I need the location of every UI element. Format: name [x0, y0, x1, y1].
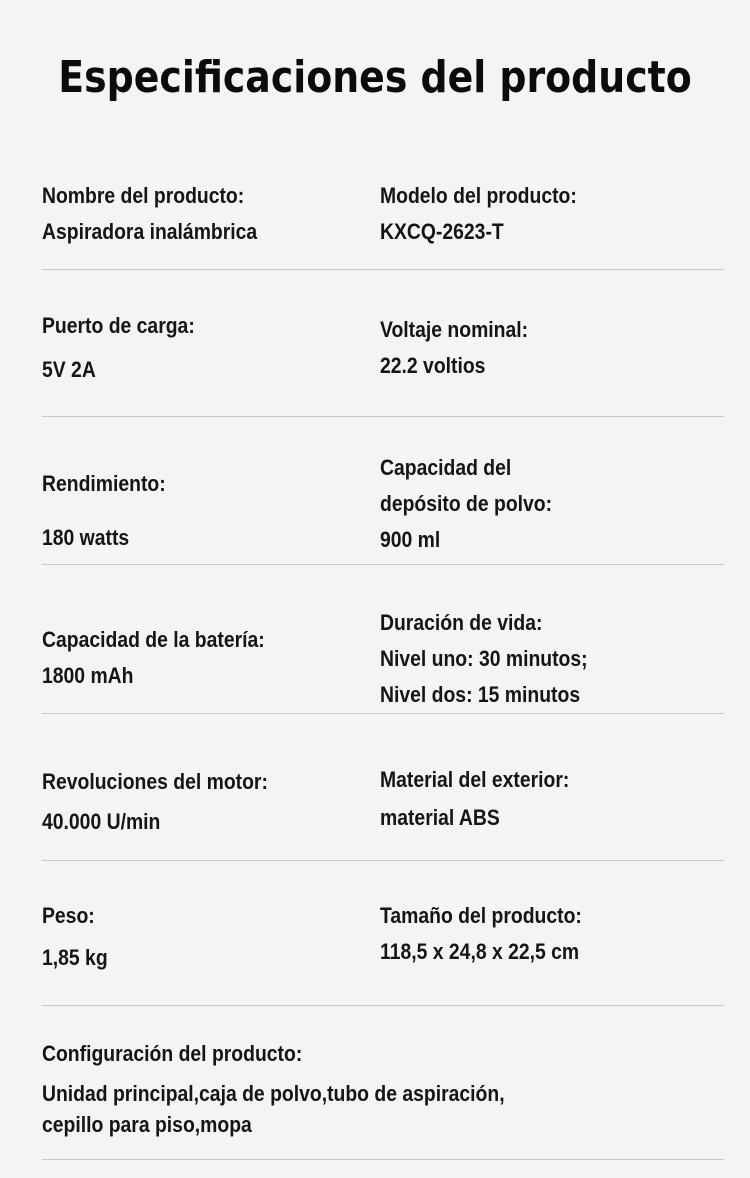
- spec-label: Peso:: [42, 903, 95, 928]
- spec-weight: [42, 898, 108, 976]
- spec-value: 180 watts: [42, 525, 130, 550]
- divider: [42, 1159, 724, 1160]
- spec-performance: [42, 466, 166, 556]
- spec-value: 118,5 x 24,8 x 22,5 cm: [380, 939, 580, 964]
- spec-value: Nivel uno: 30 minutos;: [380, 646, 588, 671]
- spec-value: 1,85 kg: [42, 945, 108, 970]
- spec-product-model: [380, 178, 577, 250]
- spec-value: Nivel dos: 15 minutos: [380, 682, 581, 707]
- spec-product-size: [380, 898, 582, 970]
- config-label: Configuración del producto:: [42, 1041, 303, 1066]
- spec-battery-capacity: [42, 622, 265, 694]
- spec-motor-rpm: [42, 764, 268, 840]
- spec-exterior-material: [380, 762, 569, 836]
- spec-value: 1800 mAh: [42, 663, 134, 688]
- spec-label: Rendimiento:: [42, 471, 166, 496]
- spec-label: Duración de vida:: [380, 610, 543, 635]
- spec-label: Revoluciones del motor:: [42, 769, 268, 794]
- spec-value: 22.2 voltios: [380, 353, 486, 378]
- spec-label: Voltaje nominal:: [380, 317, 529, 342]
- spec-label: Modelo del producto:: [380, 183, 577, 208]
- divider: [42, 564, 724, 565]
- spec-value: KXCQ-2623-T: [380, 219, 504, 244]
- divider: [42, 860, 724, 861]
- divider: [42, 416, 724, 417]
- spec-dust-capacity: [380, 450, 552, 558]
- spec-label: Capacidad de la batería:: [42, 627, 265, 652]
- spec-value: 5V 2A: [42, 357, 96, 382]
- spec-value: material ABS: [380, 805, 500, 830]
- spec-label: Capacidad del: [380, 455, 512, 480]
- spec-nominal-voltage: [380, 312, 528, 384]
- config-value: [42, 1078, 505, 1140]
- spec-label: Tamaño del producto:: [380, 903, 582, 928]
- spec-charging-port: [42, 308, 195, 388]
- spec-label: Puerto de carga:: [42, 313, 195, 338]
- spec-label: Material del exterior:: [380, 767, 570, 792]
- page-title: Especificaciones del producto: [58, 52, 692, 103]
- spec-product-name: [42, 178, 257, 250]
- spec-value: 40.000 U/min: [42, 809, 161, 834]
- spec-lifetime: [380, 605, 588, 713]
- spec-value: Aspiradora inalámbrica: [42, 219, 258, 244]
- divider: [42, 713, 724, 714]
- spec-label: Nombre del producto:: [42, 183, 245, 208]
- config-value-line: Unidad principal,caja de polvo,tubo de aspiración,: [42, 1081, 505, 1106]
- divider: [42, 269, 724, 270]
- spec-label: depósito de polvo:: [380, 491, 553, 516]
- spec-value: 900 ml: [380, 527, 441, 552]
- config-value-line: cepillo para piso,mopa: [42, 1112, 252, 1137]
- divider: [42, 1005, 724, 1006]
